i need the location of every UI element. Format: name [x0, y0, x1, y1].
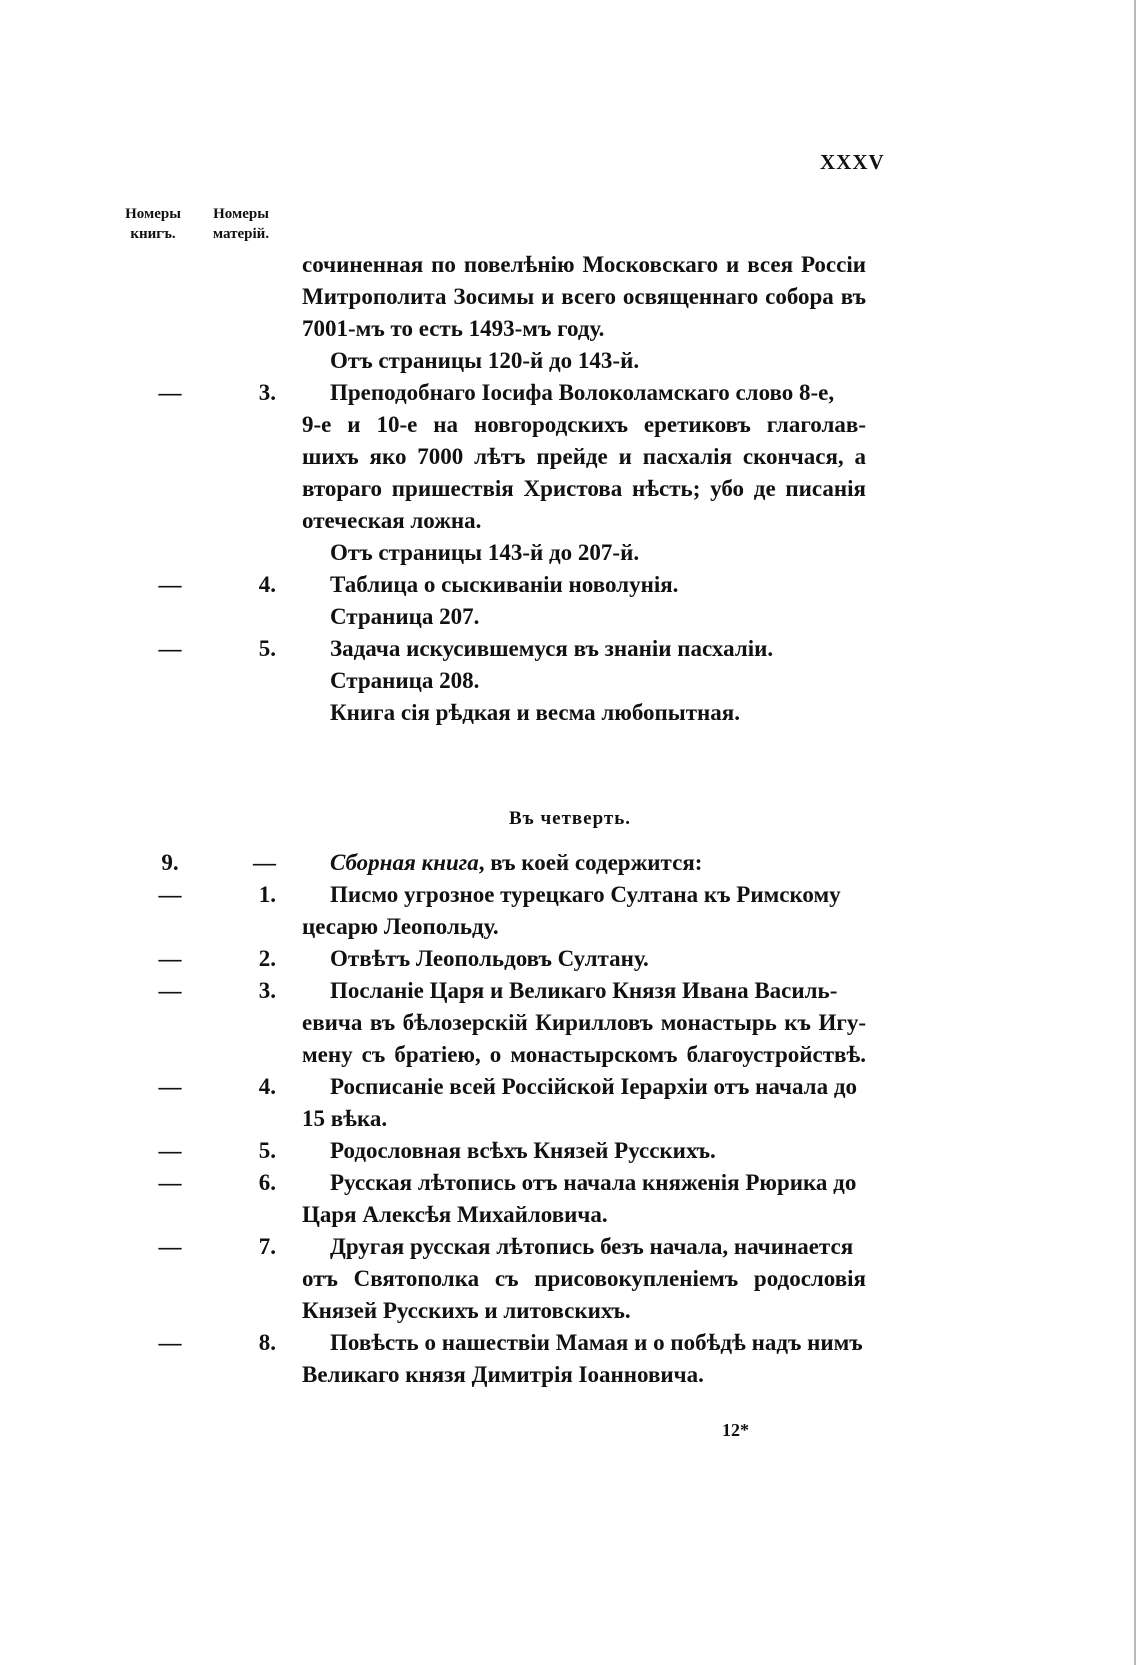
line-text: Митрополита Зосимы и всего освященнаго собора въ — [302, 284, 866, 309]
page-number: XXXV — [820, 150, 885, 174]
text-line — [0, 540, 1140, 572]
entry-row — [0, 978, 1140, 1010]
book-number: — — [158, 1138, 182, 1163]
matter-number: 3. — [258, 978, 276, 1003]
matter-number: 5. — [258, 1138, 276, 1163]
entry-row — [0, 1170, 1140, 1202]
line-text: Царя Алексѣя Михайловича. — [302, 1202, 608, 1227]
text-line — [0, 252, 1140, 284]
text-line — [0, 412, 1140, 444]
text-line — [0, 284, 1140, 316]
column-header-matter-numbers: Номеры матерій. — [212, 206, 270, 242]
line-text: отеческая ложна. — [302, 508, 482, 533]
entry-row — [0, 380, 1140, 412]
line-text: Отъ страницы 120-й до 143-й. — [330, 348, 640, 373]
text-line — [0, 476, 1140, 508]
line-text: Отъ страницы 143-й до 207-й. — [330, 540, 640, 565]
line-text: Страница 207. — [330, 604, 480, 629]
book-number: — — [158, 1170, 182, 1195]
matter-number: 1. — [258, 882, 276, 907]
entry-row — [0, 1330, 1140, 1362]
entry-text: Другая русская лѣтопись безъ начала, начинается — [330, 1234, 854, 1259]
line-text: шихъ яко 7000 лѣтъ прейде и пасхалія скончася, а — [302, 444, 866, 469]
entry-text: Преподобнаго Іосифа Волоколамскаго слово 8-е, — [330, 380, 835, 405]
text-line — [0, 1362, 1140, 1394]
line-text: 15 вѣка. — [302, 1106, 388, 1131]
entry-row — [0, 1074, 1140, 1106]
line-text: сочиненная по повелѣнію Московскаго и всея Россіи — [302, 252, 866, 277]
text-line — [0, 668, 1140, 700]
text-line — [0, 1010, 1140, 1042]
text-line — [0, 508, 1140, 540]
text-line — [0, 1266, 1140, 1298]
page-edge-rule — [1134, 0, 1136, 1665]
book-number: — — [158, 572, 182, 597]
text-line — [0, 1202, 1140, 1234]
book-number: — — [158, 636, 182, 661]
entry-text: Отвѣтъ Леопольдовъ Султану. — [330, 946, 649, 971]
text-line — [0, 604, 1140, 636]
matter-number: 6. — [258, 1170, 276, 1195]
text-line — [0, 1042, 1140, 1074]
book-number: — — [158, 946, 182, 971]
line-text: отъ Святополка съ присовокупленіемъ родословія — [302, 1266, 866, 1291]
book-title-rest: , въ коей содержится: — [478, 850, 703, 875]
entry-text: Задача искусившемуся въ знаніи пасхаліи. — [330, 636, 774, 661]
line-text: цесарю Леопольду. — [302, 914, 499, 939]
matter-number: 2. — [258, 946, 276, 971]
book-number: — — [158, 1074, 182, 1099]
text-line — [0, 1106, 1140, 1138]
entry-row — [0, 882, 1140, 914]
text-line — [0, 348, 1140, 380]
line-text: Страница 208. — [330, 668, 480, 693]
book-number: — — [158, 380, 182, 405]
line-text: евича въ бѣлозерскій Кирилловъ монастырь къ Игу- — [302, 1010, 866, 1035]
line-text: Книга сія рѣдкая и весма любопытная. — [330, 700, 741, 725]
book-number: — — [158, 882, 182, 907]
book-title: Сборная книга — [330, 850, 479, 875]
book-number: — — [158, 978, 182, 1003]
entry-row — [0, 946, 1140, 978]
matter-number: 3. — [258, 380, 276, 405]
line-text: Князей Русскихъ и литовскихъ. — [302, 1298, 631, 1323]
text-line — [0, 444, 1140, 476]
book-number: 9. — [161, 850, 179, 875]
text-line — [0, 1298, 1140, 1330]
entry-text: Русская лѣтопись отъ начала княженія Рюрика до — [330, 1170, 857, 1195]
entry-text: Росписаніе всей Россійской Іерархіи отъ начала до — [330, 1074, 857, 1099]
line-text: 7001-мъ то есть 1493-мъ году. — [302, 316, 605, 341]
entry-text: Родословная всѣхъ Князей Русскихъ. — [330, 1138, 716, 1163]
matter-number: 5. — [258, 636, 276, 661]
matter-number: 7. — [258, 1234, 276, 1259]
entry-row — [0, 636, 1140, 668]
line-text: Великаго князя Димитрія Іоанновича. — [302, 1362, 704, 1387]
matter-number: — — [253, 850, 276, 875]
matter-number: 4. — [258, 572, 276, 597]
entry-text: Повѣсть о нашествіи Мамая и о побѣдѣ надъ нимъ — [330, 1330, 863, 1355]
entry-row — [0, 1138, 1140, 1170]
text-line — [0, 316, 1140, 348]
entry-text: Посланіе Царя и Великаго Князя Ивана Василь- — [330, 978, 838, 1003]
matter-number: 8. — [258, 1330, 276, 1355]
entry-text: Таблица о сыскиваніи новолунія. — [330, 572, 679, 597]
matter-number: 4. — [258, 1074, 276, 1099]
line-text: 9-е и 10-е на новгородскихъ еретиковъ глаголав- — [302, 412, 866, 437]
entry-text: Писмо угрозное турецкаго Султана къ Римскому — [330, 882, 841, 907]
printer-signature-mark: 12* — [722, 1420, 749, 1440]
entry-text — [330, 850, 702, 876]
book-number: — — [158, 1330, 182, 1355]
section-title: Въ четверть. — [508, 808, 632, 829]
line-text: втораго пришествія Христова нѣсть; убо де писанія — [302, 476, 866, 501]
book-number: — — [158, 1234, 182, 1259]
entry-row — [0, 572, 1140, 604]
line-text: мену съ братіею, о монастырскомъ благоустройствѣ. — [302, 1042, 866, 1067]
entry-row — [0, 850, 1140, 882]
column-header-book-numbers: Номеры книгъ. — [125, 206, 181, 242]
text-line — [0, 914, 1140, 946]
entry-row — [0, 1234, 1140, 1266]
text-line — [0, 700, 1140, 732]
